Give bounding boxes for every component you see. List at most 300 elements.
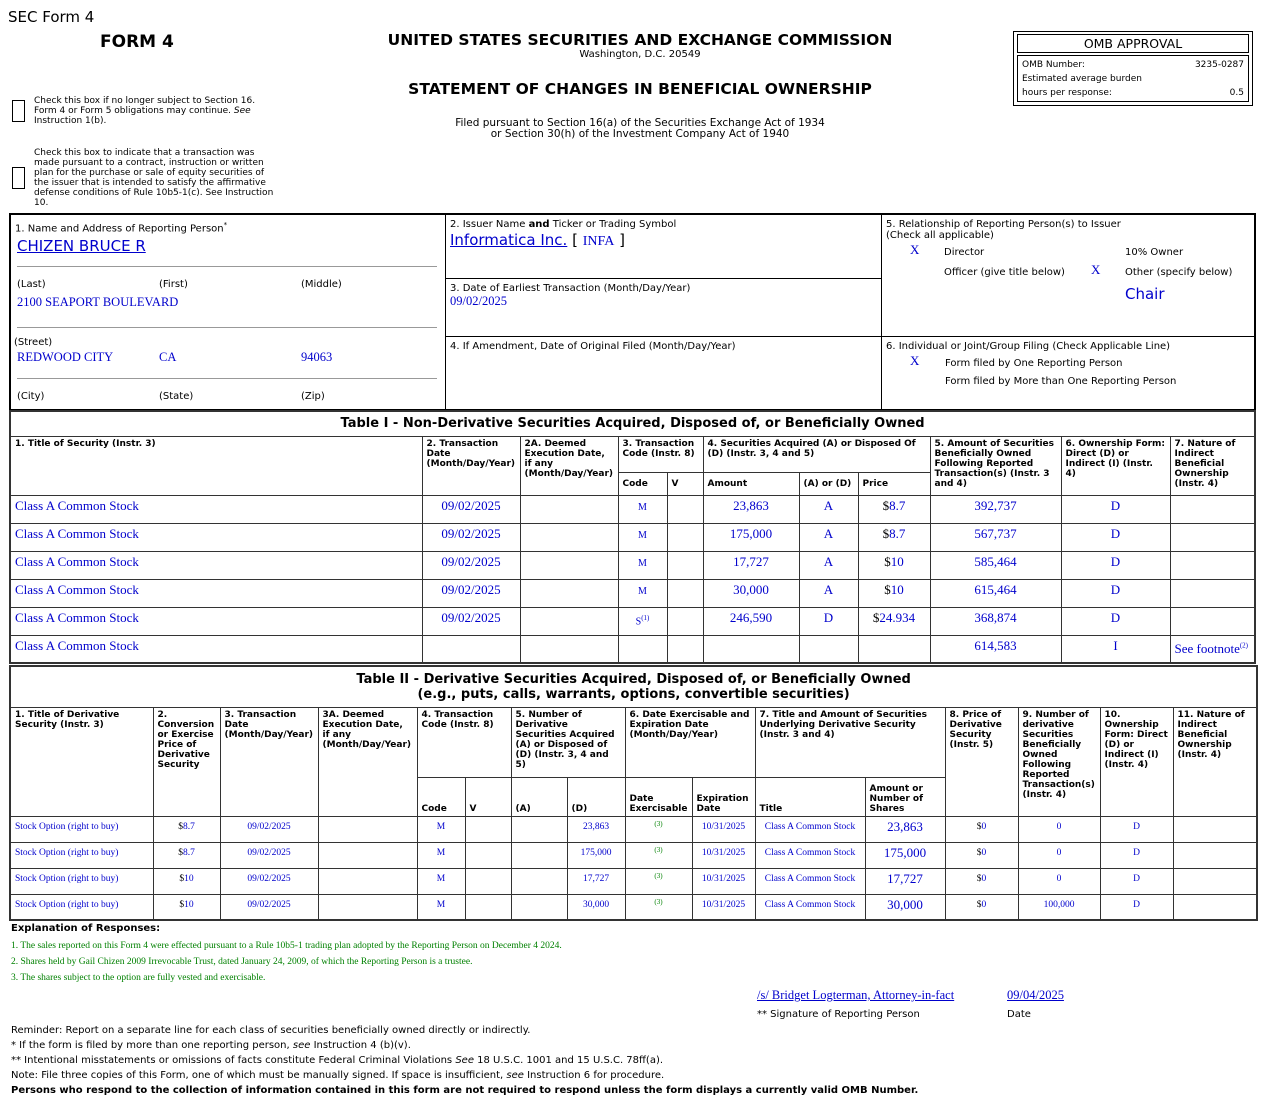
t2-cell-date: 09/02/2025 <box>220 894 318 920</box>
t2-cell-title: Stock Option (right to buy) <box>10 816 153 842</box>
t2-cell-deemed <box>318 842 417 868</box>
t1-nature-footnote: (2) <box>1239 641 1249 650</box>
t1-cell-amount: 23,863 <box>703 495 799 523</box>
t2-deriv-price-value: 0 <box>981 847 987 858</box>
t2-deriv-price-currency: $ <box>976 847 982 858</box>
reporting-person-name[interactable]: CHIZEN BRUCE R <box>17 237 146 255</box>
t1-cell-amount: 246,590 <box>703 607 799 635</box>
t2-h-code: 4. Transaction Code (Instr. 8) <box>417 707 511 777</box>
t1-price-value: 10 <box>890 553 904 569</box>
relationship-box <box>881 213 1256 337</box>
t2-cell-expiration: 10/31/2025 <box>692 868 755 894</box>
issuer-ticker: INFA <box>582 234 615 249</box>
footer-notes <box>11 1023 918 1098</box>
city-label: (City) <box>17 391 45 402</box>
t1-cell-deemed <box>520 551 618 579</box>
t1-h-acquired: 4. Securities Acquired (A) or Disposed Of (D) (Instr. 3, 4 and 5) <box>703 436 930 472</box>
t1-code-value: M <box>638 585 647 597</box>
t1-cell-price <box>858 579 930 607</box>
officer-label: Officer (give title below) <box>944 267 1065 278</box>
t1-cell-owned: 567,737 <box>930 523 1061 551</box>
t2-cell-expiration: 10/31/2025 <box>692 894 755 920</box>
t1-cell-price <box>858 551 930 579</box>
footer-line-2 <box>11 1038 918 1053</box>
t1-cell-price <box>858 635 930 663</box>
footer-line-2-see: see <box>292 1040 311 1051</box>
table-1-caption: Table I - Non-Derivative Securities Acquired, Disposed of, or Beneficially Owned <box>10 411 1255 436</box>
commission-title: UNITED STATES SECURITIES AND EXCHANGE COMMISSION <box>387 31 893 49</box>
t1-cell-price <box>858 495 930 523</box>
t2-conversion-currency: $ <box>178 821 183 832</box>
t2-h-form: 10. Ownership Form: Direct (D) or Indirect (I) (Instr. 4) <box>1100 707 1173 816</box>
footer-line-4b: Instruction 6 for procedure. <box>527 1070 665 1081</box>
section16-see: See <box>233 106 251 116</box>
t2-cell-form: D <box>1100 816 1173 842</box>
t1-price-currency: $ <box>884 581 891 597</box>
reporting-person-label-sup: * <box>223 221 228 229</box>
footer-line-3b: 18 U.S.C. 1001 and 15 U.S.C. 78ff(a). <box>477 1055 664 1066</box>
t1-cell-date: 09/02/2025 <box>422 551 520 579</box>
t2-cell-d: 30,000 <box>567 894 625 920</box>
t2-conversion-value: 10 <box>184 899 194 910</box>
omb-details <box>1017 55 1249 102</box>
t2-exercisable-footnote: (3) <box>654 897 663 906</box>
statement-title: STATEMENT OF CHANGES IN BENEFICIAL OWNERSHIP <box>408 80 872 98</box>
omb-hours-value: 0.5 <box>1229 88 1244 98</box>
date-label: Date <box>1007 1009 1031 1020</box>
name-divider <box>17 266 437 267</box>
commission-location: Washington, D.C. 20549 <box>579 49 701 60</box>
t2-cell-deriv-price <box>945 816 1018 842</box>
table-2-row <box>10 816 1257 842</box>
relationship-label-sub: (Check all applicable) <box>886 230 994 241</box>
t1-cell-amount <box>703 635 799 663</box>
t2-cell-title: Stock Option (right to buy) <box>10 894 153 920</box>
reporting-person-box <box>9 213 446 410</box>
one-person-mark: X <box>910 353 920 368</box>
t1-code-value: S <box>635 615 642 627</box>
t1-cell-v <box>667 579 703 607</box>
ticker-close-bracket: ] <box>619 231 626 249</box>
t1-cell-v <box>667 607 703 635</box>
t2-sub-v: V <box>465 777 511 816</box>
t1-cell-v <box>667 551 703 579</box>
t2-sub-expiration: Expiration Date <box>692 777 755 816</box>
other-label: Other (specify below) <box>1125 267 1233 278</box>
table-1-row <box>10 551 1255 579</box>
t1-cell-title: Class A Common Stock <box>10 607 422 635</box>
issuer-label <box>450 219 676 230</box>
director-label: Director <box>944 247 985 258</box>
table-1 <box>9 410 1256 664</box>
t2-cell-deemed <box>318 894 417 920</box>
t1-cell-v <box>667 495 703 523</box>
middle-label: (Middle) <box>301 279 342 290</box>
t2-cell-date: 09/02/2025 <box>220 816 318 842</box>
state-value: CA <box>159 350 177 364</box>
rule10b5-text: Check this box to indicate that a transaction was made pursuant to a contract, instruction or written plan for the purchase or sale of equity securities of the issuer that is intended to satisfy the affirmative defense conditions of Rule 10b5-1(c). See Instruction 10. <box>34 148 274 208</box>
t1-price-currency: $ <box>884 553 891 569</box>
t2-deriv-price-currency: $ <box>976 899 982 910</box>
city-divider <box>17 378 437 379</box>
t1-price-value: 24.934 <box>879 609 916 625</box>
t1-cell-date: 09/02/2025 <box>422 607 520 635</box>
t2-cell-d: 17,727 <box>567 868 625 894</box>
footer-line-3a: ** Intentional misstatements or omissions of facts constitute Federal Criminal Violations <box>11 1055 453 1066</box>
filing-box <box>881 336 1256 410</box>
t1-cell-price <box>858 523 930 551</box>
t2-cell-owned: 0 <box>1018 816 1100 842</box>
omb-approval-box <box>1013 31 1253 106</box>
sec-form-label: SEC Form 4 <box>8 8 95 26</box>
t2-conversion-currency: $ <box>179 873 185 884</box>
table-2-caption-1: Table II - Derivative Securities Acquired, Disposed of, or Beneficially Owned <box>356 671 911 687</box>
t2-cell-v <box>465 894 511 920</box>
t1-cell-owned: 585,464 <box>930 551 1061 579</box>
t1-cell-nature <box>1170 635 1255 663</box>
issuer-label-and: and <box>528 219 550 230</box>
t1-h-form: 6. Ownership Form: Direct (D) or Indirect (I) (Instr. 4) <box>1061 436 1170 495</box>
t2-cell-expiration: 10/31/2025 <box>692 816 755 842</box>
earliest-date-label: 3. Date of Earliest Transaction (Month/Day/Year) <box>450 283 691 294</box>
t1-cell-code <box>618 523 667 551</box>
footnote-3: 3. The shares subject to the option are fully vested and exercisable. <box>11 973 266 983</box>
t1-cell-deemed <box>520 495 618 523</box>
t2-cell-deriv-price <box>945 842 1018 868</box>
t1-cell-deemed <box>520 579 618 607</box>
t1-cell-code <box>618 607 667 635</box>
omb-hours-label: hours per response: <box>1022 88 1112 98</box>
footer-reminder: Reminder: Report on a separate line for each class of securities beneficially owned directly or indirectly. <box>11 1025 531 1036</box>
t2-cell-deemed <box>318 868 417 894</box>
street-divider <box>17 327 437 328</box>
t1-sub-amount: Amount <box>703 472 799 495</box>
t1-cell-code <box>618 551 667 579</box>
t2-cell-under-title: Class A Common Stock <box>755 894 865 920</box>
t1-cell-code <box>618 495 667 523</box>
t1-h-code: 3. Transaction Code (Instr. 8) <box>618 436 703 472</box>
t2-cell-under-title: Class A Common Stock <box>755 842 865 868</box>
table-1-row <box>10 607 1255 635</box>
footer-omb-notice: Persons who respond to the collection of information contained in this form are not required to respond unless the form displays a currently valid OMB Number. <box>11 1085 919 1096</box>
earliest-date-value: 09/02/2025 <box>450 294 507 308</box>
t1-cell-form: D <box>1061 607 1170 635</box>
t2-h-number: 5. Number of Derivative Securities Acquired (A) or Disposed of (D) (Instr. 3, 4 and 5) <box>511 707 625 777</box>
t2-cell-owned: 100,000 <box>1018 894 1100 920</box>
t2-deriv-price-value: 0 <box>981 821 987 832</box>
t1-cell-form: I <box>1061 635 1170 663</box>
t2-cell-expiration: 10/31/2025 <box>692 842 755 868</box>
t2-h-conversion: 2. Conversion or Exercise Price of Derivative Security <box>153 707 220 816</box>
t2-cell-code: M <box>417 842 465 868</box>
t2-conversion-currency: $ <box>179 899 185 910</box>
t1-cell-v <box>667 635 703 663</box>
t1-cell-deemed <box>520 523 618 551</box>
t1-cell-title: Class A Common Stock <box>10 523 422 551</box>
form-title: FORM 4 <box>100 32 174 52</box>
t2-cell-under-amount: 23,863 <box>865 816 945 842</box>
t1-price-value: 8.7 <box>889 525 906 541</box>
t1-cell-nature <box>1170 607 1255 635</box>
t2-conversion-value: 10 <box>184 873 194 884</box>
t1-cell-nature <box>1170 551 1255 579</box>
t1-cell-date: 09/02/2025 <box>422 579 520 607</box>
t1-cell-v <box>667 523 703 551</box>
t2-cell-d: 23,863 <box>567 816 625 842</box>
t2-cell-code: M <box>417 868 465 894</box>
t1-cell-date <box>422 635 520 663</box>
t2-cell-under-title: Class A Common Stock <box>755 816 865 842</box>
reporting-person-label-text: 1. Name and Address of Reporting Person <box>15 223 224 235</box>
t1-cell-nature <box>1170 523 1255 551</box>
t2-conversion-value: 8.7 <box>182 821 195 832</box>
t2-sub-title: Title <box>755 777 865 816</box>
t2-cell-form: D <box>1100 868 1173 894</box>
t2-cell-d: 175,000 <box>567 842 625 868</box>
t2-cell-title: Stock Option (right to buy) <box>10 842 153 868</box>
t1-cell-amount: 175,000 <box>703 523 799 551</box>
t2-cell-conversion <box>153 894 220 920</box>
t2-sub-a: (A) <box>511 777 567 816</box>
t1-price-currency: $ <box>882 497 890 513</box>
t2-cell-date: 09/02/2025 <box>220 868 318 894</box>
t2-exercisable-footnote: (3) <box>654 871 663 880</box>
city-value: REDWOOD CITY <box>17 350 114 364</box>
t1-cell-deemed <box>520 635 618 663</box>
omb-burden-label: Estimated average burden <box>1022 74 1142 84</box>
first-label: (First) <box>159 279 188 290</box>
footer-line-4-see: see <box>506 1070 524 1081</box>
t1-sub-price: Price <box>858 472 930 495</box>
state-label: (State) <box>159 391 194 402</box>
t1-sub-ad: (A) or (D) <box>799 472 858 495</box>
t2-cell-exercisable <box>625 868 692 894</box>
t2-cell-code: M <box>417 816 465 842</box>
t2-exercisable-footnote: (3) <box>654 819 663 828</box>
t2-cell-under-amount: 30,000 <box>865 894 945 920</box>
t2-cell-owned: 0 <box>1018 842 1100 868</box>
t2-cell-v <box>465 816 511 842</box>
zip-value: 94063 <box>301 350 333 364</box>
t1-cell-price <box>858 607 930 635</box>
t2-sub-exercisable: Date Exercisable <box>625 777 692 816</box>
issuer-label-a: 2. Issuer Name <box>450 219 526 230</box>
relationship-label-text: 5. Relationship of Reporting Person(s) to Issuer <box>886 219 1121 230</box>
street-value: 2100 SEAPORT BOULEVARD <box>17 295 179 309</box>
t2-h-date: 3. Transaction Date (Month/Day/Year) <box>220 707 318 816</box>
ten-pct-owner-label: 10% Owner <box>1125 247 1184 258</box>
footnote-2: 2. Shares held by Gail Chizen 2009 Irrevocable Trust, dated January 24, 2009, of which the Reporting Person is a trustee. <box>11 957 473 967</box>
t1-h-date: 2. Transaction Date (Month/Day/Year) <box>422 436 520 495</box>
t2-h-nature: 11. Nature of Indirect Beneficial Ownership (Instr. 4) <box>1173 707 1257 816</box>
t1-cell-ad: A <box>799 495 858 523</box>
signature-name: /s/ Bridget Logterman, Attorney-in-fact <box>757 988 955 1002</box>
t2-conversion-value: 8.7 <box>182 847 195 858</box>
filed-pursuant <box>330 118 950 140</box>
t1-nature-value: See footnote <box>1174 640 1240 656</box>
t2-cell-a <box>511 868 567 894</box>
t1-cell-nature <box>1170 495 1255 523</box>
t2-cell-v <box>465 842 511 868</box>
t1-cell-amount: 17,727 <box>703 551 799 579</box>
t2-cell-exercisable <box>625 816 692 842</box>
table-2-body <box>10 816 1257 920</box>
t1-cell-amount: 30,000 <box>703 579 799 607</box>
footer-line-4a: Note: File three copies of this Form, one of which must be manually signed. If space is insufficient, <box>11 1070 504 1081</box>
t1-cell-date: 09/02/2025 <box>422 523 520 551</box>
t1-cell-owned: 614,583 <box>930 635 1061 663</box>
t1-cell-title: Class A Common Stock <box>10 635 422 663</box>
omb-number-value: 3235-0287 <box>1194 60 1244 70</box>
t2-cell-conversion <box>153 868 220 894</box>
t1-code-value: M <box>638 501 647 513</box>
t2-cell-nature <box>1173 816 1257 842</box>
section16-text-b: Instruction 1(b). <box>34 116 107 126</box>
t1-cell-date: 09/02/2025 <box>422 495 520 523</box>
omb-number-label: OMB Number: <box>1022 60 1085 70</box>
t2-deriv-price-currency: $ <box>976 821 982 832</box>
t2-cell-form: D <box>1100 894 1173 920</box>
t2-deriv-price-value: 0 <box>981 873 987 884</box>
t1-cell-ad: A <box>799 551 858 579</box>
t2-cell-exercisable <box>625 842 692 868</box>
t1-cell-ad: A <box>799 523 858 551</box>
t1-h-deemed: 2A. Deemed Execution Date, if any (Month/Day/Year) <box>520 436 618 495</box>
director-mark: X <box>910 242 920 257</box>
signature-date: 09/04/2025 <box>1007 988 1064 1002</box>
last-label: (Last) <box>17 279 46 290</box>
omb-title: OMB APPROVAL <box>1017 34 1249 53</box>
t1-cell-title: Class A Common Stock <box>10 551 422 579</box>
t1-cell-form: D <box>1061 551 1170 579</box>
issuer-name[interactable]: Informatica Inc. <box>450 231 568 249</box>
other-title-value: Chair <box>1125 285 1165 303</box>
footer-line-4 <box>11 1068 918 1083</box>
table-2-caption <box>10 666 1257 707</box>
t1-cell-title: Class A Common Stock <box>10 579 422 607</box>
relationship-label <box>886 219 1121 241</box>
t1-price-currency: $ <box>872 609 880 625</box>
footer-line-3 <box>11 1053 918 1068</box>
ticker-open-bracket: [ <box>572 231 578 249</box>
t1-cell-owned: 615,464 <box>930 579 1061 607</box>
table-2 <box>9 665 1258 921</box>
t2-h-deemed: 3A. Deemed Execution Date, if any (Month/Day/Year) <box>318 707 417 816</box>
section16-checkbox[interactable] <box>12 100 25 122</box>
t2-cell-conversion <box>153 842 220 868</box>
more-persons-label: Form filed by More than One Reporting Person <box>945 376 1177 387</box>
t1-h-title: 1. Title of Security (Instr. 3) <box>10 436 422 495</box>
table-2-caption-2: (e.g., puts, calls, warrants, options, convertible securities) <box>417 686 850 702</box>
t2-deriv-price-value: 0 <box>981 899 987 910</box>
section16-text-a: Check this box if no longer subject to Section 16. Form 4 or Form 5 obligations may continue. <box>34 96 256 116</box>
t1-cell-owned: 392,737 <box>930 495 1061 523</box>
t2-conversion-currency: $ <box>178 847 183 858</box>
t2-cell-code: M <box>417 894 465 920</box>
t2-cell-deriv-price <box>945 868 1018 894</box>
t1-cell-code <box>618 579 667 607</box>
t2-deriv-price-currency: $ <box>976 873 982 884</box>
t1-cell-ad: A <box>799 579 858 607</box>
t2-sub-d: (D) <box>567 777 625 816</box>
filed-line-1: Filed pursuant to Section 16(a) of the Securities Exchange Act of 1934 <box>455 117 825 129</box>
t2-cell-date: 09/02/2025 <box>220 842 318 868</box>
t1-cell-owned: 368,874 <box>930 607 1061 635</box>
table-2-row <box>10 894 1257 920</box>
t2-exercisable-footnote: (3) <box>654 845 663 854</box>
t2-cell-exercisable <box>625 894 692 920</box>
t2-h-price: 8. Price of Derivative Security (Instr. 5) <box>945 707 1018 816</box>
t1-cell-title: Class A Common Stock <box>10 495 422 523</box>
t1-cell-form: D <box>1061 523 1170 551</box>
reporting-person-label <box>15 221 227 234</box>
t2-cell-title: Stock Option (right to buy) <box>10 868 153 894</box>
street-label: (Street) <box>14 337 53 348</box>
t1-code-value: M <box>638 557 647 569</box>
table-1-row <box>10 523 1255 551</box>
t1-h-nature: 7. Nature of Indirect Beneficial Ownership (Instr. 4) <box>1170 436 1255 495</box>
amendment-box <box>445 336 882 410</box>
t1-sub-code: Code <box>618 472 667 495</box>
one-person-label: Form filed by One Reporting Person <box>945 358 1123 369</box>
rule10b5-checkbox[interactable] <box>12 167 25 189</box>
t1-cell-code <box>618 635 667 663</box>
other-mark: X <box>1091 262 1101 277</box>
t1-cell-deemed <box>520 607 618 635</box>
t2-cell-nature <box>1173 842 1257 868</box>
explanation-notes <box>11 938 562 986</box>
signature-label: ** Signature of Reporting Person <box>757 1009 920 1020</box>
t2-cell-a <box>511 894 567 920</box>
earliest-date-box <box>445 278 882 337</box>
t2-cell-v <box>465 868 511 894</box>
table-2-row <box>10 842 1257 868</box>
t1-h-owned: 5. Amount of Securities Beneficially Owned Following Reported Transaction(s) (Instr. 3 and 4) <box>930 436 1061 495</box>
issuer-name-line <box>450 231 625 250</box>
table-2-row <box>10 868 1257 894</box>
t1-cell-form: D <box>1061 579 1170 607</box>
filing-label: 6. Individual or Joint/Group Filing (Check Applicable Line) <box>886 341 1171 352</box>
t1-price-value: 8.7 <box>889 497 906 513</box>
t2-cell-deemed <box>318 816 417 842</box>
t2-sub-code: Code <box>417 777 465 816</box>
footer-line-3-see: See <box>455 1055 474 1066</box>
table-1-row <box>10 579 1255 607</box>
amendment-label: 4. If Amendment, Date of Original Filed (Month/Day/Year) <box>450 341 736 352</box>
t2-cell-a <box>511 816 567 842</box>
t2-cell-a <box>511 842 567 868</box>
t1-price-currency: $ <box>882 525 890 541</box>
t1-cell-form: D <box>1061 495 1170 523</box>
t1-price-value: 10 <box>890 581 904 597</box>
t2-cell-deriv-price <box>945 894 1018 920</box>
explanation-title: Explanation of Responses: <box>11 923 161 934</box>
t1-sub-v: V <box>667 472 703 495</box>
issuer-label-b: Ticker or Trading Symbol <box>552 219 677 230</box>
t2-h-owned: 9. Number of derivative Securities Beneficially Owned Following Reported Transaction(s) (Instr. 4) <box>1018 707 1100 816</box>
t1-code-footnote: (1) <box>641 613 650 622</box>
t2-cell-nature <box>1173 868 1257 894</box>
t2-cell-under-title: Class A Common Stock <box>755 868 865 894</box>
t2-cell-conversion <box>153 816 220 842</box>
t2-cell-under-amount: 17,727 <box>865 868 945 894</box>
filed-line-2: or Section 30(h) of the Investment Company Act of 1940 <box>490 128 790 140</box>
t2-cell-form: D <box>1100 842 1173 868</box>
t2-sub-amount: Amount or Number of Shares <box>865 777 945 816</box>
table-1-row <box>10 635 1255 663</box>
t2-cell-under-amount: 175,000 <box>865 842 945 868</box>
t2-cell-nature <box>1173 894 1257 920</box>
